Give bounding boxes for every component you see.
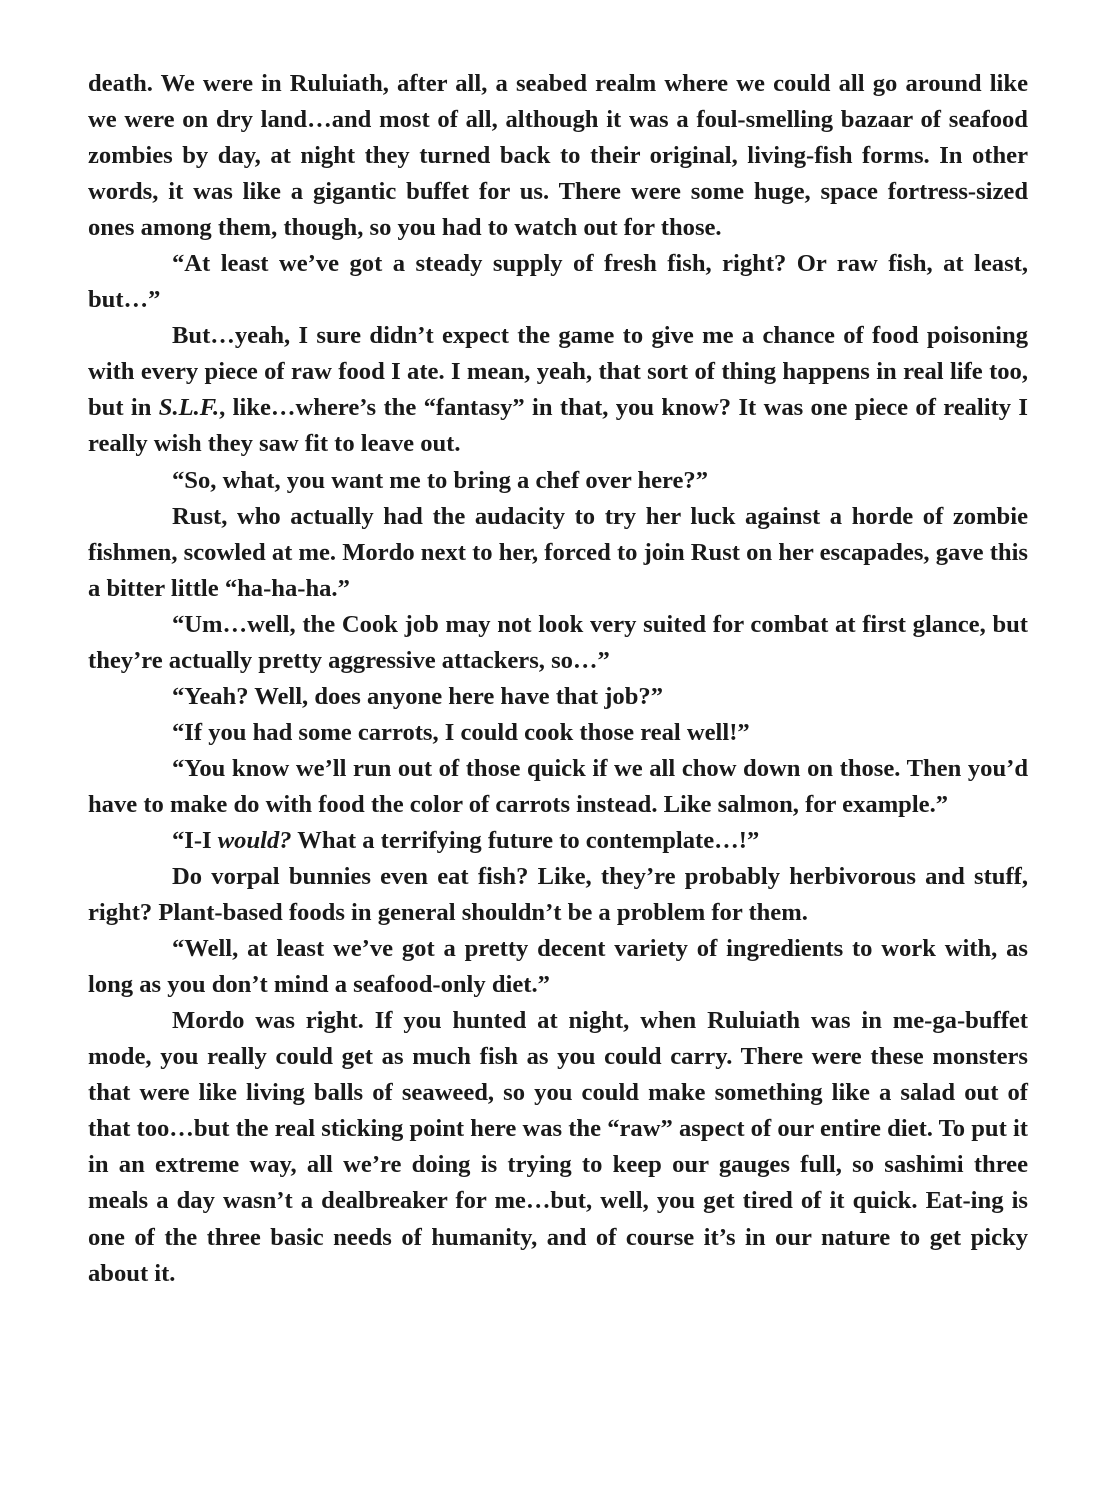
paragraph	[88, 246, 1028, 318]
paragraph	[88, 931, 1028, 1003]
paragraph	[88, 1003, 1028, 1291]
text-run: “Well, at least we’ve got a pretty decent variety of ingredients to work with, as long as you don’t mind a seafood-only diet.”	[88, 935, 1028, 999]
text-run: Mordo was right. If you hunted at night, when Ruluiath was in me-ga-buffet mode, you really could get as much fish as you could carry. There were these monsters that were like living balls of seaweed, so you could make something like a salad out of that too…but the real sticking point here was the “raw” aspect of our entire diet. To put it in an extreme way, all we’re doing is trying to keep our gauges full, so sashimi three meals a day wasn’t a dealbreaker for me…but, well, you get tired of it quick. Eat-ing is one of the three basic needs of humanity, and of course it’s in our nature to get picky about it.	[88, 1007, 1028, 1287]
text-run: Do vorpal bunnies even eat fish? Like, they’re probably herbivorous and stuff, right? Plant-based foods in general shouldn’t be a problem for them.	[88, 863, 1028, 927]
italic-text: would?	[217, 826, 292, 854]
text-run: What a terrifying future to contemplate…!”	[291, 826, 760, 854]
text-run: “So, what, you want me to bring a chef over here?”	[172, 466, 709, 494]
text-run: death. We were in Ruluiath, after all, a seabed realm where we could all go around like we were on dry land…and most of all, although it was a foul-smelling bazaar of seafood zombies by day, at night they turned back to their original, living-fish forms. In other words, it was like a gigantic buffet for us. There were some huge, space fortress-sized ones among them, though, so you had to watch out for those.	[88, 70, 1028, 242]
paragraph	[88, 463, 1028, 499]
paragraph	[88, 679, 1028, 715]
paragraph	[88, 607, 1028, 679]
paragraph	[88, 499, 1028, 607]
text-run: “At least we’ve got a steady supply of fresh fish, right? Or raw fish, at least, but…”	[88, 250, 1028, 314]
text-run: “You know we’ll run out of those quick if we all chow down on those. Then you’d have to make do with food the color of carrots instead. Like salmon, for example.”	[88, 754, 1028, 818]
page-body	[88, 66, 1028, 1292]
paragraph	[88, 66, 1028, 246]
text-run: “Yeah? Well, does anyone here have that job?”	[172, 682, 663, 710]
paragraph	[88, 823, 1028, 859]
paragraph	[88, 859, 1028, 931]
paragraph	[88, 715, 1028, 751]
text-run: “If you had some carrots, I could cook those real well!”	[172, 718, 750, 746]
italic-text: S.L.F.	[158, 394, 220, 422]
text-run: “Um…well, the Cook job may not look very suited for combat at first glance, but they’re actually pretty aggressive attackers, so…”	[88, 610, 1028, 674]
text-run: “I-I	[172, 826, 218, 854]
paragraph	[88, 751, 1028, 823]
text-run: Rust, who actually had the audacity to try her luck against a horde of zombie fishmen, scowled at me. Mordo next to her, forced to join Rust on her escapades, gave this a bitter little “ha-ha-ha.”	[88, 502, 1028, 602]
text-run: , like…where’s the “fantasy” in that, you know? It was one piece of reality I really wish they saw fit to leave out.	[88, 394, 1028, 458]
text-run: But…yeah, I sure didn’t expect the game to give me a chance of food poisoning with every piece of raw food I ate. I mean, yeah, that sort of thing happens in real life too, but in	[88, 322, 1028, 422]
paragraph	[88, 318, 1028, 462]
